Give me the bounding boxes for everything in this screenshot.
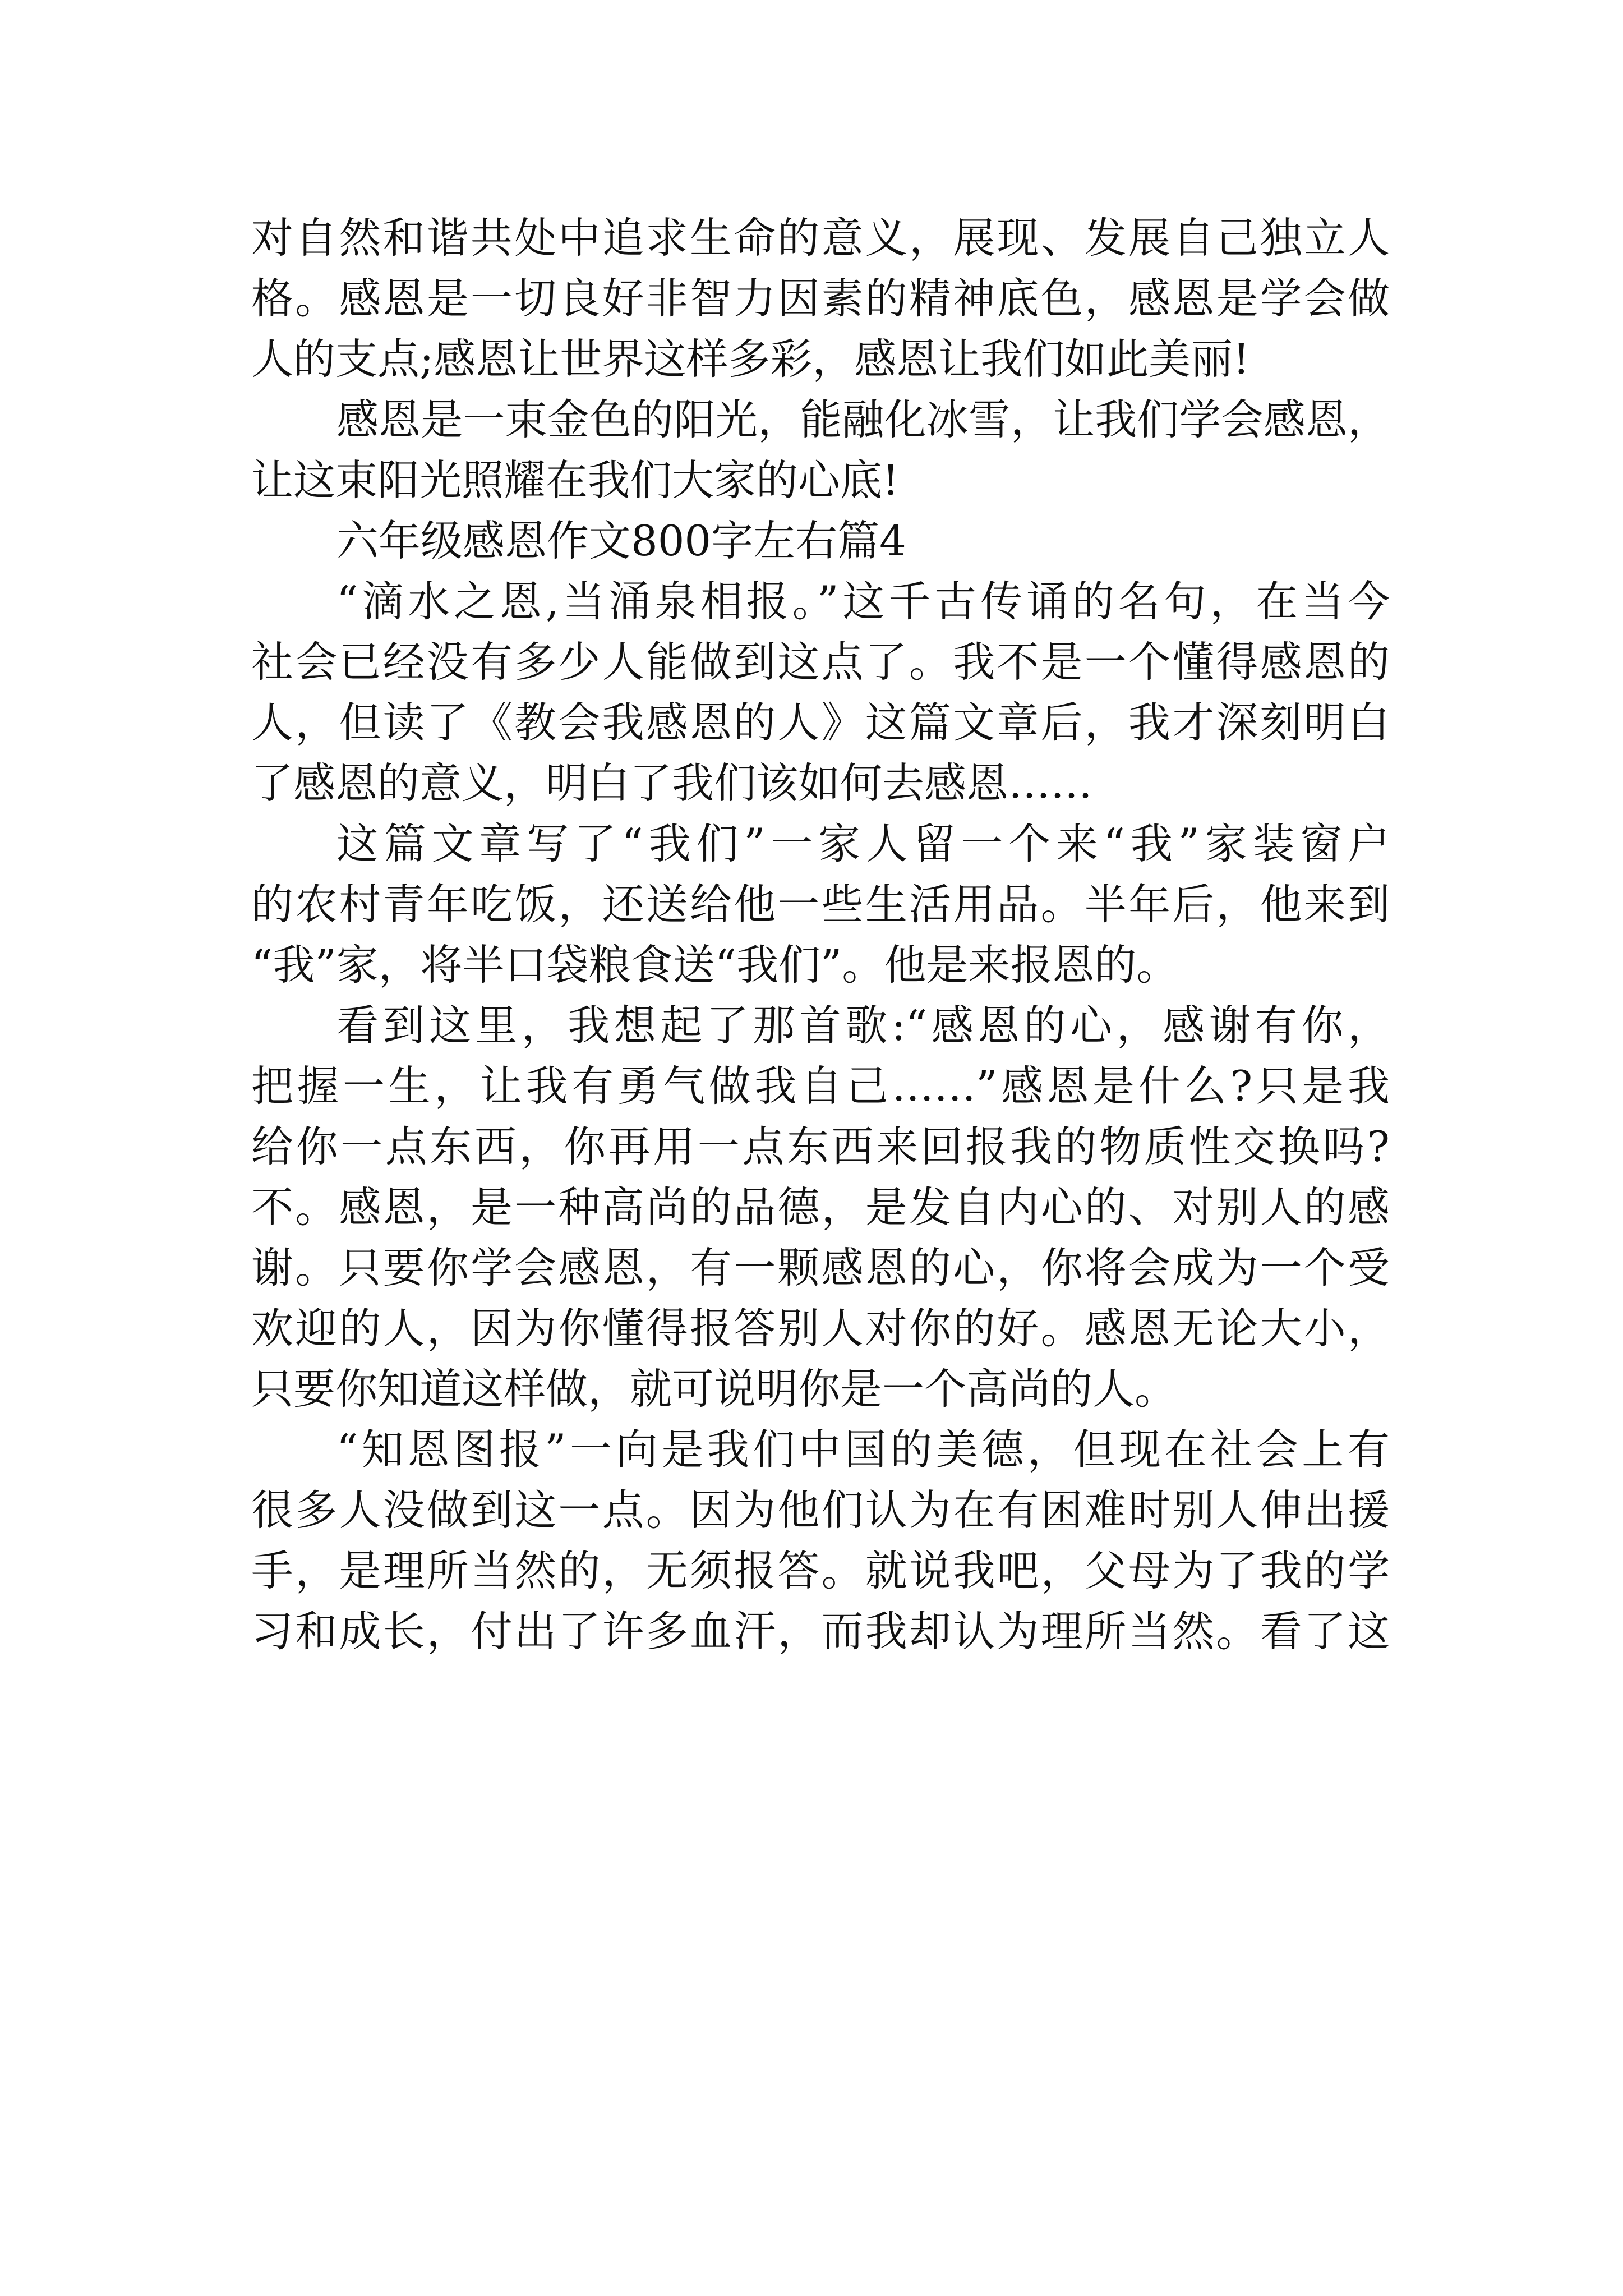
text-line: 欢迎的人，因为你懂得报答别人对你的好。感恩无论大小， xyxy=(251,1304,1390,1353)
text-line: 手，是理所当然的，无须报答。就说我吧，父母为了我的学 xyxy=(251,1546,1390,1595)
text-line: “知恩图报”一向是我们中国的美德，但现在社会上有 xyxy=(336,1425,1390,1474)
text-line: “滴水之恩,当涌泉相报。”这千古传诵的名句，在当今 xyxy=(336,577,1390,626)
text-line: 格。感恩是一切良好非智力因素的精神底色，感恩是学会做 xyxy=(251,274,1390,323)
text-line: 人，但读了《教会我感恩的人》这篇文章后，我才深刻明白 xyxy=(251,698,1390,747)
text-line: 谢。只要你学会感恩，有一颗感恩的心，你将会成为一个受 xyxy=(251,1243,1390,1292)
text-line: 给你一点东西，你再用一点东西来回报我的物质性交换吗? xyxy=(251,1122,1390,1171)
text-line: 不。感恩，是一种高尚的品德，是发自内心的、对别人的感 xyxy=(251,1182,1390,1232)
text-line: 把握一生，让我有勇气做我自己……”感恩是什么?只是我 xyxy=(251,1061,1390,1111)
text-line: 的农村青年吃饭，还送给他一些生活用品。半年后，他来到 xyxy=(251,880,1390,929)
text-line: 社会已经没有多少人能做到这点了。我不是一个懂得感恩的 xyxy=(251,637,1390,687)
text-line: 感恩是一束金色的阳光，能融化冰雪，让我们学会感恩， xyxy=(336,395,1390,444)
text-line: “我”家，将半口袋粮食送“我们”。他是来报恩的。 xyxy=(251,940,1179,990)
text-line: 这篇文章写了“我们”一家人留一个来“我”家装窗户 xyxy=(336,819,1390,868)
text-line: 看到这里，我想起了那首歌:“感恩的心，感谢有你， xyxy=(336,1001,1390,1050)
text-line: 习和成长，付出了许多血汗，而我却认为理所当然。看了这 xyxy=(251,1607,1390,1656)
section-heading: 六年级感恩作文800字左右篇4 xyxy=(336,516,906,565)
text-line: 让这束阳光照耀在我们大家的心底! xyxy=(251,455,900,505)
text-line: 很多人没做到这一点。因为他们认为在有困难时别人伸出援 xyxy=(251,1485,1390,1535)
text-line: 了感恩的意义，明白了我们该如何去感恩…… xyxy=(251,758,1093,808)
text-line: 对自然和谐共处中追求生命的意义，展现、发展自己独立人 xyxy=(251,213,1390,263)
text-line: 人的支点;感恩让世界这样多彩，感恩让我们如此美丽! xyxy=(251,334,1250,384)
text-line: 只要你知道这样做，就可说明你是一个高尚的人。 xyxy=(251,1364,1177,1414)
